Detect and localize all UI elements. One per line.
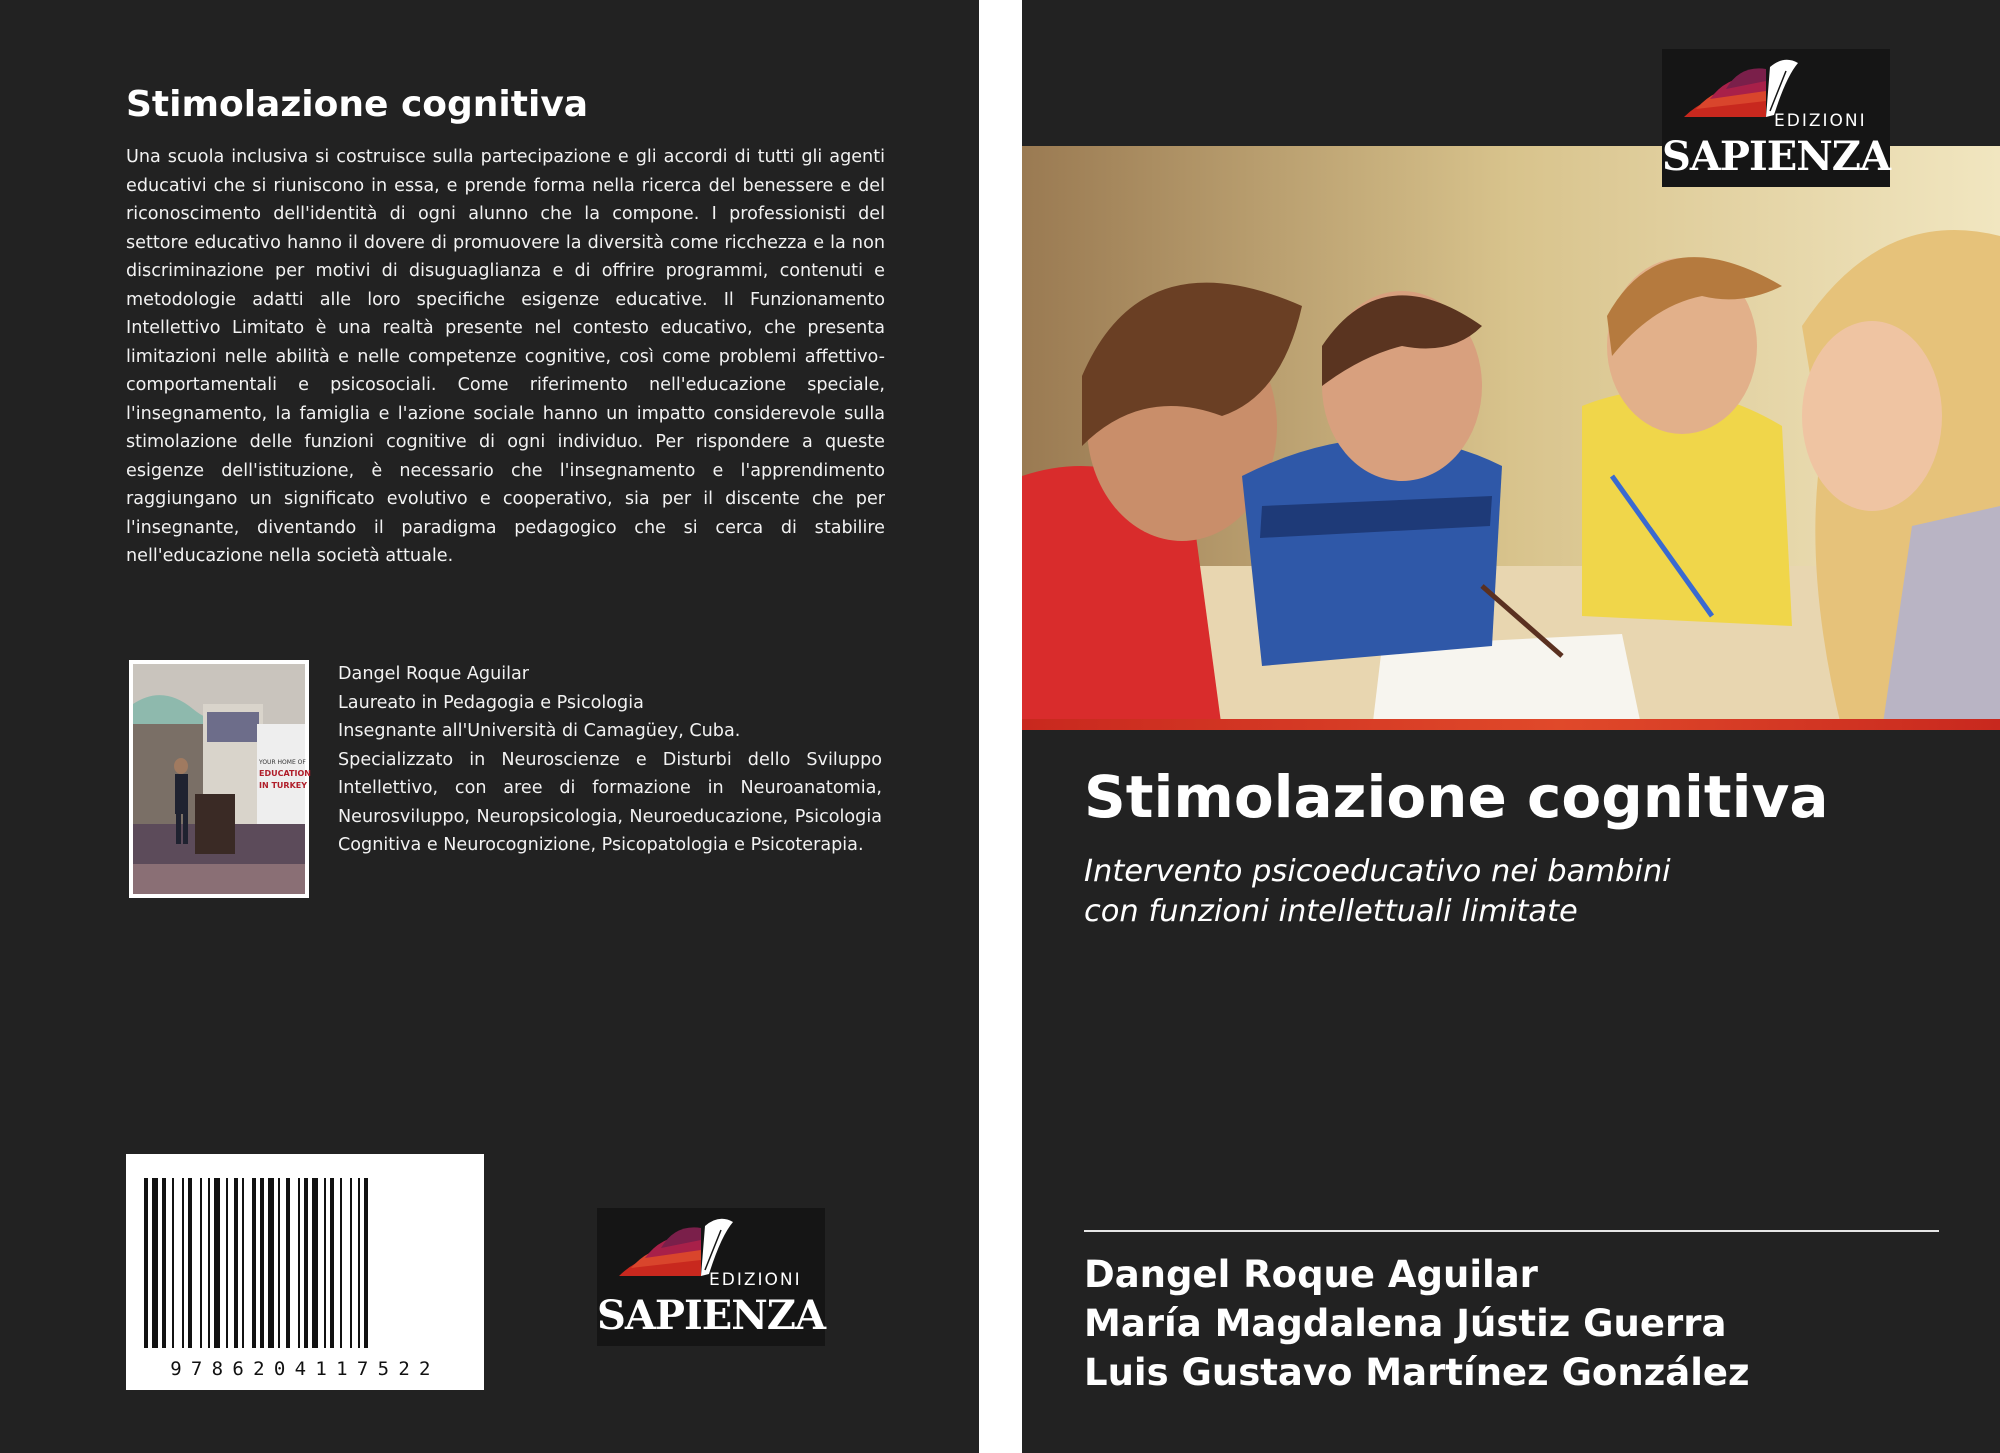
barcode-bar	[144, 1178, 148, 1348]
barcode-bar	[242, 1178, 244, 1348]
subtitle-line-2: con funzioni intellettuali limitate	[1084, 894, 1578, 929]
barcode-bar	[260, 1178, 264, 1348]
barcode-bar	[330, 1178, 334, 1348]
cover-photo	[1022, 146, 2000, 730]
publisher-name-front: SAPIENZA	[1662, 133, 1890, 180]
barcode-bar	[234, 1178, 238, 1348]
author-bio-degree: Laureato in Pedagogia e Psicologia	[338, 692, 644, 713]
barcode-bar	[208, 1178, 210, 1348]
barcode-bar	[182, 1178, 184, 1348]
barcode-bar	[152, 1178, 158, 1348]
barcode-bar	[162, 1178, 166, 1348]
barcode-bar	[298, 1178, 300, 1348]
barcode-bar	[340, 1178, 342, 1348]
back-cover	[0, 0, 979, 1453]
publisher-logo-back	[597, 1208, 825, 1346]
barcode-bar	[214, 1178, 220, 1348]
author-photo-image	[133, 664, 311, 894]
author-photo	[129, 660, 309, 898]
barcode-bar	[350, 1178, 352, 1348]
accent-bar	[1022, 719, 2000, 730]
publisher-edizioni-front: EDIZIONI	[1774, 111, 1867, 131]
back-cover-blurb: Una scuola inclusiva si costruisce sulla partecipazione e gli accordi di tutti gli agenti educativi che si riuniscono in essa, e prende forma nella ricerca del benessere e del riconoscimento dell'identità di ogni alunno che la compone. I professionisti del settore educativo hanno il dovere di promuovere la diversità come ricchezza e la non discriminazione per motivi di disuguaglianza e di offrire programmi, contenuti e metodologie adatti alle loro specifiche esigenze educative. Il Funzionamento Intellettivo Limitato è una realtà presente nel contesto educativo, che presenta limitazioni nelle abilità e nelle competenze cognitive, così come problemi affettivo-comportamentali e psicosociali. Come riferimento nell'educazione speciale, l'insegnamento, la famiglia e l'azione sociale hanno un impatto considerevole sulla stimolazione delle funzioni cognitive di ogni individuo. Per rispondere a queste esigenze dell'istituzione, è necessario che l'insegnamento e l'apprendimento raggiungano un significato evolutivo e cooperativo, sia per il discente che per l'insegnante, diventando il paradigma pedagogico che si cerca di stabilire nell'educazione nella società attuale.	[126, 147, 885, 566]
barcode-bar	[172, 1178, 174, 1348]
publisher-name-back: SAPIENZA	[597, 1292, 825, 1339]
front-cover	[1022, 0, 2000, 1453]
divider	[1084, 1230, 1939, 1232]
front-cover-subtitle	[1084, 852, 1784, 932]
isbn-barcode	[126, 1154, 484, 1390]
barcode-bar	[286, 1178, 290, 1348]
barcode-bars	[144, 1178, 466, 1348]
barcode-bar	[268, 1178, 274, 1348]
banner-text-1: YOUR HOME OF	[259, 759, 306, 766]
barcode-bar	[312, 1178, 318, 1348]
author-bio	[338, 660, 882, 860]
publisher-logo-front	[1662, 49, 1890, 187]
barcode-bar	[252, 1178, 256, 1348]
barcode-bar	[200, 1178, 202, 1348]
barcode-bar	[278, 1178, 280, 1348]
barcode-bar	[364, 1178, 368, 1348]
banner-text-2: EDUCATION	[259, 769, 311, 778]
author-name: María Magdalena Jústiz Guerra	[1084, 1302, 1727, 1345]
barcode-bar	[226, 1178, 228, 1348]
author-name: Dangel Roque Aguilar	[1084, 1253, 1538, 1296]
banner-text-3: IN TURKEY	[259, 781, 308, 790]
barcode-bar	[304, 1178, 308, 1348]
publisher-edizioni-back: EDIZIONI	[709, 1270, 802, 1290]
barcode-bar	[358, 1178, 360, 1348]
author-name: Luis Gustavo Martínez González	[1084, 1351, 1750, 1394]
children-studying-image	[1022, 146, 2000, 730]
author-list	[1084, 1250, 1964, 1397]
author-bio-name: Dangel Roque Aguilar	[338, 664, 530, 684]
barcode-bar	[324, 1178, 326, 1348]
subtitle-line-1: Intervento psicoeducativo nei bambini	[1084, 854, 1671, 889]
front-cover-title: Stimolazione cognitiva	[1084, 763, 1829, 831]
back-cover-title: Stimolazione cognitiva	[126, 84, 589, 125]
isbn-digits: 9786204117522	[170, 1358, 440, 1380]
barcode-bar	[188, 1178, 192, 1348]
author-bio-specialization: Specializzato in Neuroscienze e Disturbi dello Sviluppo Intellettivo, con aree di formazione in Neuroanatomia, Neurosviluppo, Neuropsicologia, Neuroeducazione, Psicologia Cognitiva e Neurocognizione, Psicopatologia e Psicoterapia.	[338, 749, 882, 855]
author-bio-position: Insegnante all'Università di Camagüey, Cuba.	[338, 721, 741, 741]
